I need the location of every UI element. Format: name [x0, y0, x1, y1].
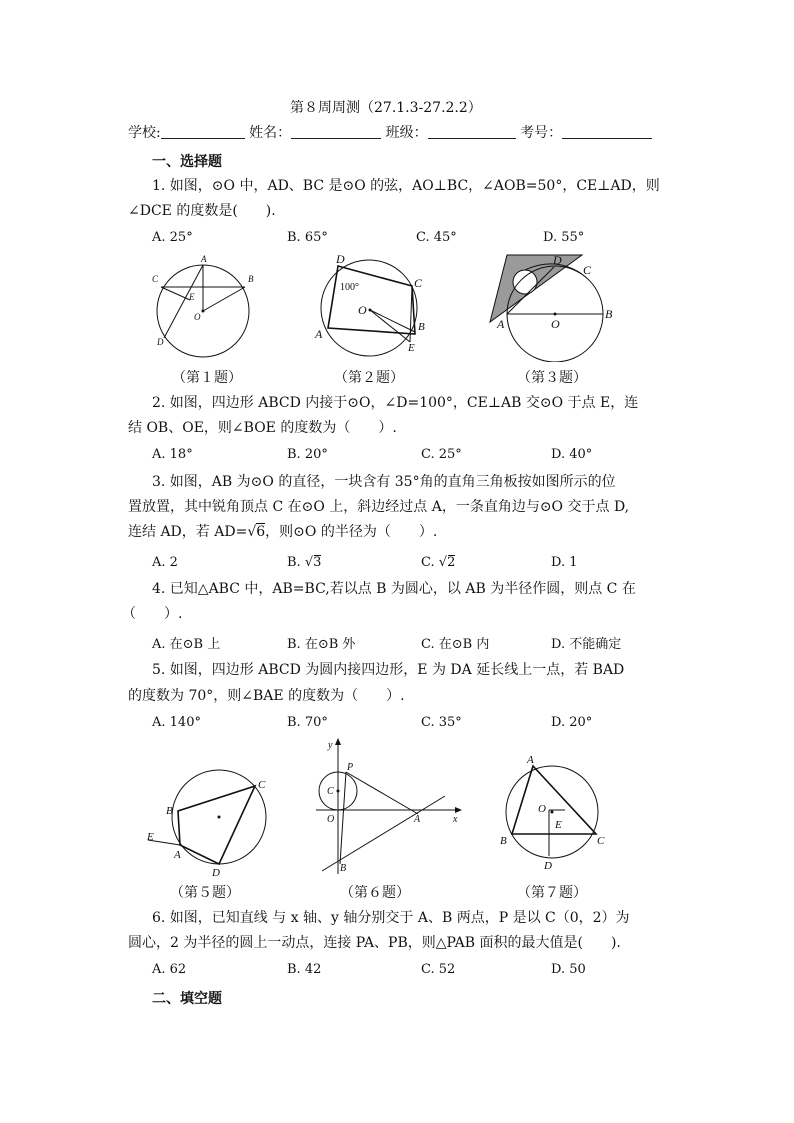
f6-label-o: O — [327, 814, 335, 825]
q4-option-a[interactable]: A. 在⊙B 上 — [152, 637, 221, 652]
f3-label-a: A — [497, 317, 505, 331]
f5-label-e: E — [147, 831, 154, 843]
f6-label-a: A — [414, 814, 421, 825]
q3-line3 — [128, 523, 437, 541]
exam-number-blank[interactable] — [562, 124, 652, 139]
class-label: 班级： — [385, 125, 428, 141]
q1-option-d[interactable]: D. 55° — [543, 230, 585, 245]
section-fill-heading: 二、填空题 — [152, 991, 222, 1007]
f6-label-y: y — [328, 740, 333, 751]
f6-label-b: B — [340, 863, 347, 874]
q3-option-a[interactable]: A. 2 — [152, 555, 178, 570]
section-choice-heading: 一、选择题 — [152, 154, 222, 170]
student-info-row — [128, 124, 652, 142]
name-label: 姓名： — [249, 125, 292, 141]
f2-angle-label: 100° — [340, 282, 359, 293]
caption-fig5: （第５题） — [170, 885, 240, 901]
exam-number-label: 考号： — [520, 125, 563, 141]
caption-fig3: （第３题） — [517, 370, 587, 386]
q2-option-d[interactable]: D. 40° — [551, 447, 593, 462]
q6-option-b[interactable]: B. 42 — [287, 962, 322, 977]
sqrt6: √ 6 — [247, 524, 266, 540]
q5-option-a[interactable]: A. 140° — [152, 715, 201, 730]
f7-label-e: E — [555, 819, 562, 831]
q6-line2: 圆心，2 为半径的圆上一动点，连接 PA、PB，则△PAB 面积的最大值是( ). — [128, 935, 621, 951]
f5-label-a: A — [174, 849, 181, 861]
q1-option-c[interactable]: C. 45° — [416, 230, 457, 245]
f6-label-c: C — [327, 786, 334, 797]
q4-line1: 4. 已知△ABC 中，AB=BC,若以点 B 为圆心，以 AB 为半径作圆，则点 C 在 — [152, 581, 636, 597]
f3-label-o: O — [551, 317, 560, 331]
name-blank[interactable] — [291, 124, 381, 139]
q1-option-b[interactable]: B. 65° — [287, 230, 328, 245]
q6-line1: 6. 如图，已知直线 与 x 轴、y 轴分别交于 A、B 两点，P 是以 C（0，2）为 — [152, 910, 630, 926]
q1-line2: ∠DCE 的度数是( ). — [128, 203, 276, 219]
q1-line1: 1. 如图，⊙O 中，AD、BC 是⊙O 的弦，AO⊥BC，∠AOB=50°，CE⊥AD，则 — [152, 178, 660, 194]
f2-label-b: B — [418, 321, 425, 333]
q4-line2: （ ）. — [122, 606, 183, 622]
f7-label-d: D — [544, 860, 552, 872]
f2-label-o: O — [358, 303, 367, 317]
f2-label-e: E — [408, 342, 415, 354]
q2-line1: 2. 如图，四边形 ABCD 内接于⊙O，∠D=100°，CE⊥AB 交⊙O 于点 E，连 — [152, 395, 639, 411]
f2-label-d-text: D — [336, 252, 345, 266]
figure-q5 — [142, 768, 277, 878]
f2-label-a: A — [315, 327, 323, 341]
q3-line2: 置放置，其中锐角顶点 C 在⊙O 上，斜边经过点 A，一条直角边与⊙O 交于点 D, — [128, 499, 630, 515]
q4-option-c[interactable]: C. 在⊙B 内 — [421, 637, 490, 652]
f1-label-d: D — [157, 337, 164, 347]
figure-q1 — [150, 252, 280, 364]
f7-label-b: B — [500, 835, 507, 847]
q3-line3-post: ，则⊙O 的半径为（ ）. — [265, 524, 438, 540]
q6-option-a[interactable]: A. 62 — [152, 962, 187, 977]
q4-option-b[interactable]: B. 在⊙B 外 — [287, 637, 356, 652]
q6-option-d[interactable]: D. 50 — [551, 962, 586, 977]
f5-label-d: D — [212, 867, 220, 878]
f5-label-b: B — [166, 805, 173, 817]
q2-line2: 结 OB、OE，则∠BOE 的度数为（ ）. — [128, 420, 397, 436]
f2-label-c: C — [414, 276, 423, 290]
f1-label-e: E — [189, 292, 195, 302]
figure-q6 — [310, 736, 470, 876]
f1-label-a: A — [201, 254, 207, 264]
f6-label-x: x — [453, 814, 458, 825]
figure-q2 — [308, 248, 438, 364]
q3-option-d[interactable]: D. 1 — [551, 555, 578, 570]
f3-label-d: D — [553, 253, 562, 267]
q5-line1: 5. 如图，四边形 ABCD 为圆内接四边形，E 为 DA 延长线上一点，若 BAD — [152, 662, 625, 678]
school-label: 学校: — [128, 125, 161, 141]
f7-label-a: A — [527, 754, 534, 766]
q3-line3-pre: 连结 AD，若 AD= — [128, 524, 248, 540]
school-blank[interactable] — [161, 124, 245, 139]
q6-option-c[interactable]: C. 52 — [421, 962, 456, 977]
q2-option-c[interactable]: C. 25° — [421, 447, 462, 462]
page-title: 第８周周测（27.1.3-27.2.2） — [290, 100, 482, 116]
class-blank[interactable] — [428, 124, 516, 139]
q2-option-a[interactable]: A. 18° — [152, 447, 193, 462]
q5-option-c[interactable]: C. 35° — [421, 715, 462, 730]
caption-fig6: （第６题） — [340, 885, 410, 901]
f5-label-c: C — [258, 779, 266, 791]
caption-fig7: （第７题） — [517, 885, 587, 901]
q2-option-b[interactable]: B. 20° — [287, 447, 328, 462]
f7-label-o: O — [538, 803, 546, 815]
q5-option-d[interactable]: D. 20° — [551, 715, 593, 730]
f6-label-p: P — [347, 762, 354, 773]
caption-fig2: （第２题） — [334, 370, 404, 386]
figure-q7 — [495, 752, 615, 874]
f1-label-c: C — [152, 274, 159, 284]
q3-option-b[interactable]: B. √ 3 — [287, 555, 322, 570]
f1-label-b: B — [248, 274, 254, 284]
q3-option-c[interactable]: C. √ 2 — [421, 555, 456, 570]
caption-fig1: （第１题） — [172, 370, 242, 386]
q3-line1: 3. 如图，AB 为⊙O 的直径，一块含有 35°角的直角三角板按如图所示的位 — [152, 474, 616, 490]
f3-label-c: C — [583, 263, 592, 277]
f1-label-o: O — [194, 312, 201, 322]
q5-line2: 的度数为 70°，则∠BAE 的度数为（ ）. — [128, 688, 405, 704]
f7-label-c: C — [597, 835, 605, 847]
q4-option-d[interactable]: D. 不能确定 — [551, 637, 622, 652]
f3-label-b: B — [605, 307, 613, 321]
q5-option-b[interactable]: B. 70° — [287, 715, 328, 730]
q1-option-a[interactable]: A. 25° — [152, 230, 193, 245]
figure-q3 — [485, 244, 625, 362]
